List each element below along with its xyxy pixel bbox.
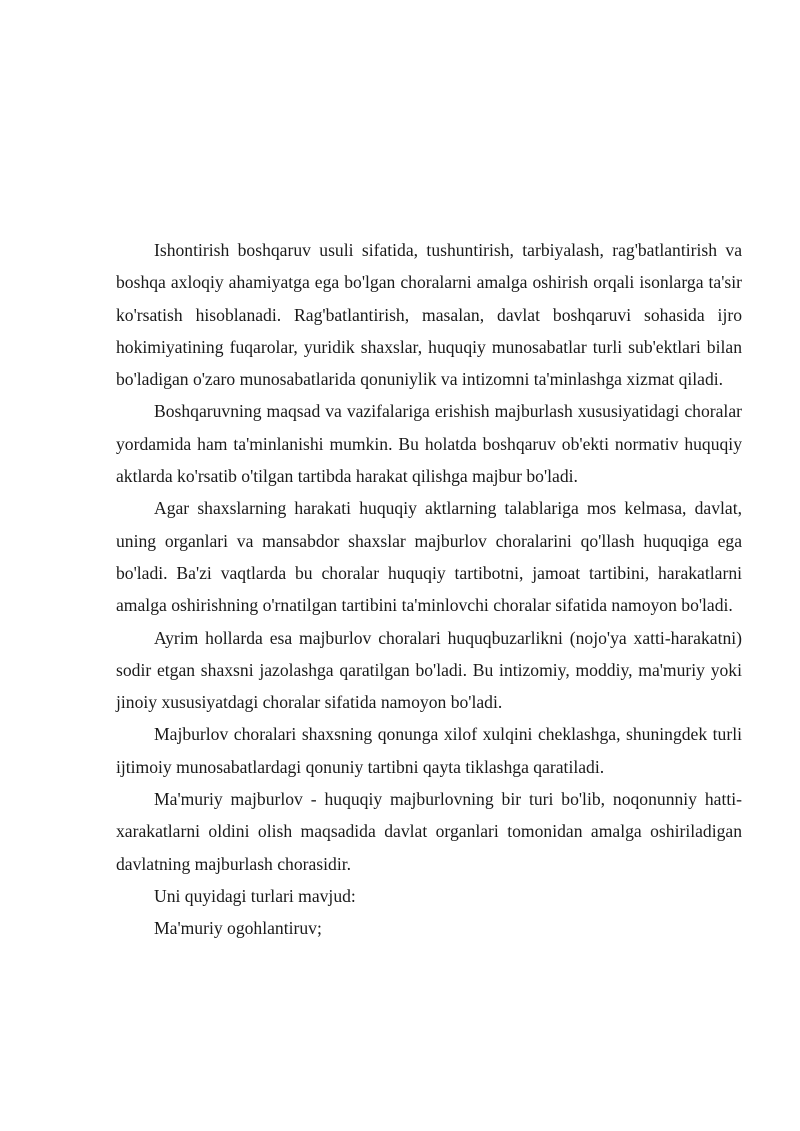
paragraph-state-coercion-right: Agar shaxslarning harakati huquqiy aktlarning talablariga mos kelmasa, davlat, uning organlari va mansabdor shaxslar majburlov choralarini qo'llash huquqiga ega bo'ladi. Ba'zi vaqtlarda bu choralar huquqiy tartibotni, jamoat tartibini, harakatlarni amalga oshirishning o'rnatilgan tartibini ta'minlovchi choralar sifatida namoyon bo'ladi. — [116, 498, 742, 616]
types-list-item: Ma'muriy ogohlantiruv; — [154, 918, 322, 939]
paragraph-restriction: Majburlov choralari shaxsning qonunga xilof xulqini cheklashga, shuningdek turli ijtimoiy munosabatlardagi qonuniy tartibni qayta tiklashga qaratiladi. — [116, 724, 742, 777]
types-intro-line: Uni quyidagi turlari mavjud: — [154, 885, 356, 906]
paragraph-coercion-goals: Boshqaruvning maqsad va vazifalariga erishish majburlash xususiyatidagi choralar yordamida ham ta'minlanishi mumkin. Bu holatda boshqaruv ob'ekti normativ huquqiy aktlarda ko'rsatib o'tilgan tartibda harakat qilishga majbur bo'ladi. — [116, 401, 742, 487]
document-body — [116, 234, 742, 945]
paragraph-punishment: Ayrim hollarda esa majburlov choralari huquqbuzarlikni (nojo'ya xatti-harakatni) sodir etgan shaxsni jazolashga qaratilgan bo'ladi. Bu intizomiy, moddiy, ma'muriy yoki jinoiy xususiyatdagi choralar sifatida namoyon bo'ladi. — [116, 627, 742, 713]
paragraph-administrative-coercion: Ma'muriy majburlov - huquqiy majburlovning bir turi bo'lib, noqonunniy hatti-xarakatlarni oldini olish maqsadida davlat organlari tomonidan amalga oshiriladigan davlatning majburlash chorasidir. — [116, 789, 742, 874]
paragraph-persuasion: Ishontirish boshqaruv usuli sifatida, tushuntirish, tarbiyalash, rag'batlantirish va boshqa axloqiy ahamiyatga ega bo'lgan choralarni amalga oshirish orqali isonlarga ta'sir ko'rsatish hisoblanadi. Rag'batlantirish, masalan, davlat boshqaruvi sohasida ijro hokimiyatining fuqarolar, yuridik shaxslar, huquqiy munosabatlar turli sub'ektlari bilan bo'ladigan o'zaro munosabatlarida qonuniylik va intizomni ta'minlashga xizmat qiladi. — [116, 240, 742, 390]
